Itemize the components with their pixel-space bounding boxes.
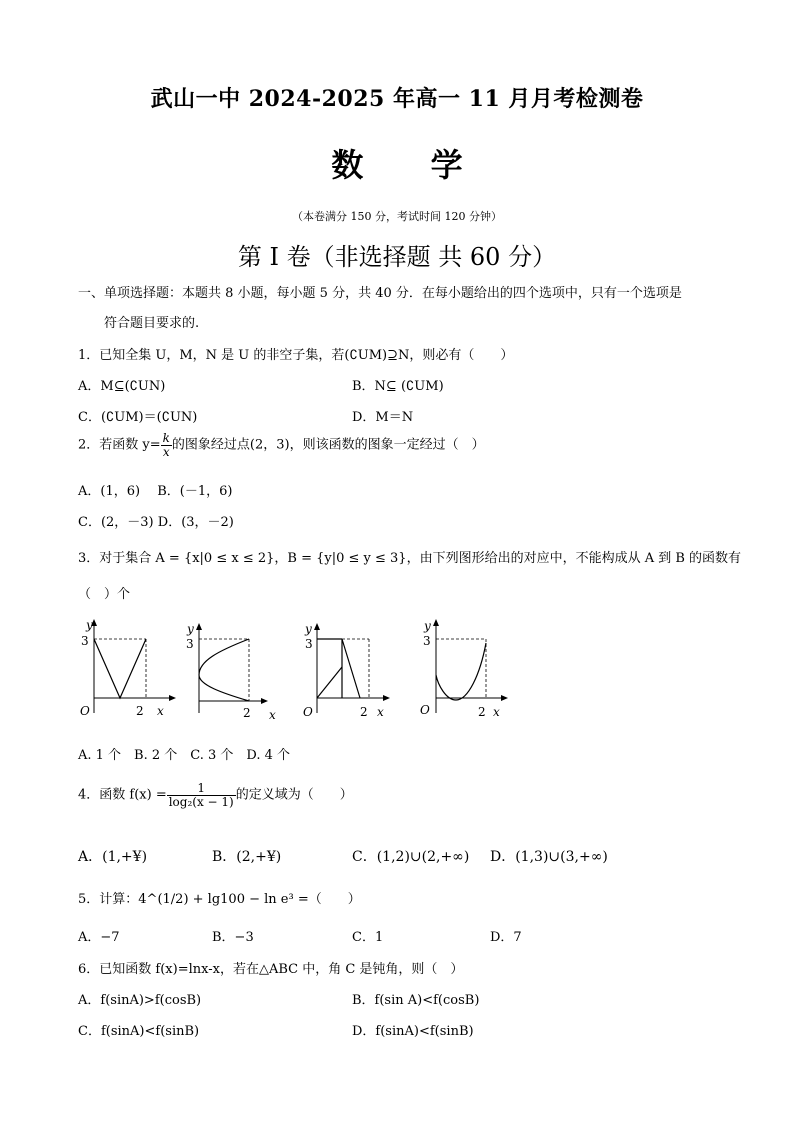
graph1-x-label: x (157, 704, 164, 718)
q1-option-a: A．M⊆(∁UN) (78, 379, 166, 394)
q4-option-c: C．(1,2)∪(2,+∞) (352, 849, 470, 865)
graph3-origin: O (303, 705, 313, 719)
graph2-tick-3: 3 (186, 637, 194, 651)
q6-stem: 6．已知函数 f(x)=lnx-x，若在△ABC 中，角 C 是钝角，则（ ） (78, 962, 464, 977)
graph4-x-label: x (493, 705, 500, 719)
q3-graph-2 (182, 615, 282, 729)
q4-option-b: B．(2,+¥) (212, 849, 282, 865)
graph3-x-label: x (377, 705, 384, 719)
graph3-tick-2: 2 (360, 705, 368, 719)
q4-option-a: A．(1,+¥) (78, 849, 148, 865)
graph4-tick-3: 3 (423, 634, 431, 648)
q5-stem-post: （ ） (308, 892, 361, 907)
q2-frac-den: x (162, 444, 170, 459)
q5-option-c: C．1 (352, 930, 384, 945)
graph3-tick-3: 3 (305, 637, 313, 651)
q5-option-d: D．7 (490, 930, 522, 945)
q3-stem: 3．对于集合 A = {x|0 ≤ x ≤ 2}，B = {y|0 ≤ y ≤ 3}，由下列图形给出的对应中，不能构成从 A 到 B 的函数有 (78, 551, 742, 566)
q3-graph-1 (78, 615, 178, 729)
q2-fraction (161, 432, 172, 458)
q2-stem-pre: 2．若函数 y= (78, 437, 161, 453)
graph2-tick-2: 2 (243, 706, 251, 720)
q2-options-cd: C．(2，－3) D．(3，－2) (78, 515, 234, 530)
q1-stem: 1．已知全集 U，M，N 是 U 的非空子集，若(∁UM)⊇N，则必有（ ） (78, 348, 514, 363)
instructions-line1: 一、单项选择题：本题共 8 小题，每小题 5 分，共 40 分．在每小题给出的四个选项中，只有一个选项是 (78, 286, 682, 301)
graph1-y-label: y (86, 618, 93, 632)
graph2-y-label: y (187, 622, 194, 636)
q4-stem (78, 782, 353, 808)
q4-stem-post: 的定义域为（ ） (235, 787, 353, 803)
q6-option-b: B．f(sin A)<f(cosB) (352, 993, 480, 1008)
q2-stem-post: 的图象经过点(2，3)，则该函数的图象一定经过（ ） (171, 437, 485, 453)
graph1-tick-2: 2 (136, 704, 144, 718)
q4-fraction (167, 782, 236, 808)
graph1-origin: O (80, 704, 90, 718)
q2-stem (78, 432, 485, 458)
q5-expression: 4^(1/2) + lg100 − ln e³ = (138, 892, 309, 907)
graph4-y-label: y (424, 619, 431, 633)
q4-option-d: D．(1,3)∪(3,+∞) (490, 849, 608, 865)
q3-graph-4 (416, 615, 516, 729)
exam-note: （本卷满分 150 分，考试时间 120 分钟） (292, 210, 502, 223)
graph1-tick-3: 3 (81, 634, 89, 648)
graph4-origin: O (420, 703, 430, 717)
q1-option-b: B．N⊆ (∁UM) (352, 379, 444, 394)
q4-frac-den: log₂(x − 1) (168, 794, 234, 809)
subject-title: 数 学 (331, 146, 491, 184)
q5-option-b: B．−3 (212, 930, 254, 945)
graph3-y-label: y (305, 622, 312, 636)
q2-options-ab: A．(1，6) B．(－1，6) (78, 484, 233, 499)
q4-stem-pre: 4．函数 f(x) = (78, 787, 167, 803)
q6-option-c: C．f(sinA)<f(sinB) (78, 1024, 200, 1039)
graph4-tick-2: 2 (478, 705, 486, 719)
q5-option-a: A．−7 (78, 930, 120, 945)
instructions-line2: 符合题目要求的. (104, 316, 200, 331)
q3-graph-3 (292, 615, 392, 729)
q5-stem (78, 888, 361, 907)
q6-option-a: A．f(sinA)>f(cosB) (78, 993, 202, 1008)
q3-options: A. 1 个 B. 2 个 C. 3 个 D. 4 个 (78, 748, 291, 763)
section-title: 第 I 卷（非选择题 共 60 分） (237, 243, 557, 271)
q1-option-d: D．M＝N (352, 410, 414, 425)
q1-option-c: C．(∁UM)＝(∁UN) (78, 410, 198, 425)
q2-frac-num: k (162, 431, 170, 445)
exam-title: 武山一中 2024-2025 年高一 11 月月考检测卷 (150, 86, 644, 112)
graph2-x-label: x (269, 708, 276, 722)
q5-stem-pre: 5．计算： (78, 892, 139, 907)
q3-stem-2: （ ）个 (78, 587, 131, 602)
q6-option-d: D．f(sinA)<f(sinB) (352, 1024, 474, 1039)
q4-frac-num: 1 (167, 782, 236, 796)
